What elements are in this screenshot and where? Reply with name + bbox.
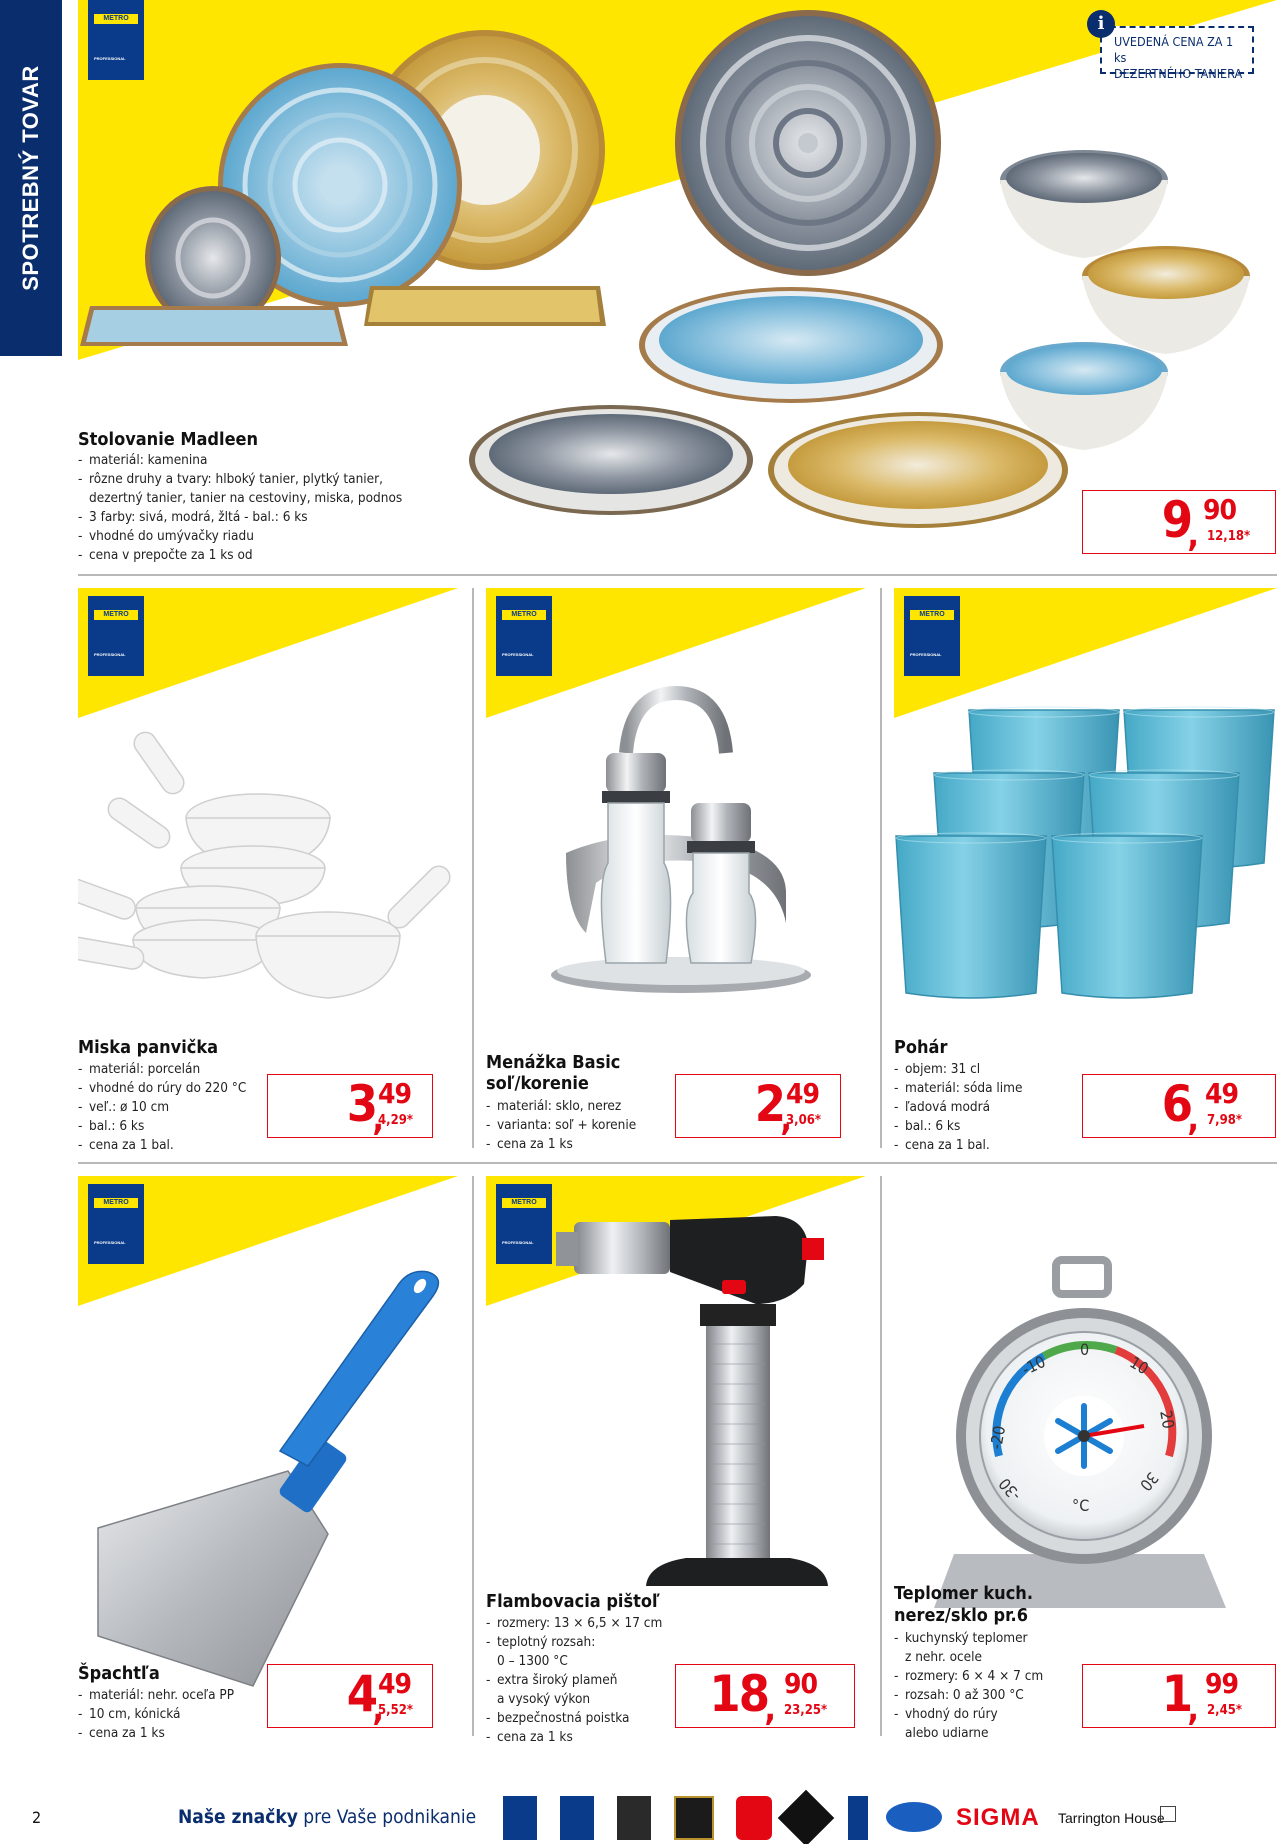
bowl-yellow xyxy=(1082,246,1250,354)
madleen-tableware-image xyxy=(78,10,1277,470)
price-tag: 6 , 49 7,98* xyxy=(1082,1074,1276,1138)
miska-panvicka-image xyxy=(78,708,458,1008)
golden-line-logo xyxy=(674,1796,714,1840)
price-tag: 18 , 90 23,25* xyxy=(675,1664,855,1728)
price-tag: 3 , 49 4,29* xyxy=(267,1074,433,1138)
row-divider xyxy=(78,574,1277,576)
price-tag: 4 , 49 5,52* xyxy=(267,1664,433,1728)
pasta-plate-yellow xyxy=(768,412,1068,528)
product-title-line1: Menážka Basic xyxy=(486,1052,621,1073)
page-number: 2 xyxy=(32,1808,42,1827)
price-note xyxy=(1100,26,1254,81)
column-divider xyxy=(472,1176,474,1736)
product-description: - materiál: sklo, nerez - varianta: soľ + korenie - cena za 1 ks xyxy=(486,1097,636,1154)
product-description: - rozmery: 13 × 6,5 × 17 cm - teplotný rozsah: 0 – 1300 °C - extra široký plameň a vysoký výkon - bezpečnostná poistka - cena za 1 ks xyxy=(486,1614,662,1747)
plate-grey-large xyxy=(675,10,941,276)
tray-yellow xyxy=(364,286,606,326)
metro-professional-logo: METRO PROFESSIONAL xyxy=(496,1184,552,1264)
product-description: - materiál: nehr. oceľa PP - 10 cm, kónická - cena za 1 ks xyxy=(78,1686,234,1743)
price-note-line2: DEZERTNÉHO TANIERA xyxy=(1114,66,1243,81)
product-title: Stolovanie Madleen xyxy=(78,429,259,450)
price-note-line1: UVEDENÁ CENA ZA 1 ks xyxy=(1114,34,1234,65)
product-title: Miska panvička xyxy=(78,1037,219,1058)
product-description: - materiál: porcelán - vhodné do rúry do 220 °C - veľ.: ø 10 cm - bal.: 6 ks - cena za 1 bal. xyxy=(78,1060,246,1155)
product-title: Flambovacia pištoľ xyxy=(486,1591,660,1612)
spatula-image xyxy=(78,1266,458,1686)
pasta-plate-blue xyxy=(639,287,943,403)
category-tab xyxy=(0,0,62,356)
frux-logo xyxy=(848,1796,868,1840)
metro-professional-logo: METRO PROFESSIONAL xyxy=(904,596,960,676)
h-line-logo xyxy=(778,1790,835,1844)
price-tag: 2 , 49 3,06* xyxy=(675,1074,841,1138)
pasta-plate-grey xyxy=(469,405,753,515)
column-divider xyxy=(880,1176,882,1736)
footer-slogan: Naše značky pre Vaše podnikanie xyxy=(178,1806,477,1828)
metro-professional-logo: METRO PROFESSIONAL xyxy=(88,0,144,80)
category-label: SPOTREBNÝ TOVAR xyxy=(18,65,43,291)
menazka-image xyxy=(486,683,866,1013)
product-title: Špachtľa xyxy=(78,1663,160,1684)
price-tag: 9 , 90 12,18* xyxy=(1082,490,1276,554)
torch-image xyxy=(486,1214,866,1614)
product-title-line2: soľ/korenie xyxy=(486,1073,589,1094)
metro-professional-logo: METRO PROFESSIONAL xyxy=(88,1184,144,1264)
metro-professional-logo: METRO PROFESSIONAL xyxy=(88,596,144,676)
product-description: - objem: 31 cl - materiál: sóda lime - ľadová modrá - bal.: 6 ks - cena za 1 bal. xyxy=(894,1060,1022,1155)
metro-premium-logo xyxy=(617,1796,651,1840)
aro-logo xyxy=(886,1802,942,1832)
metro-chef-logo xyxy=(503,1796,537,1840)
column-divider xyxy=(472,588,474,1148)
tarrington-icon xyxy=(1160,1806,1176,1822)
tarrington-house-logo: Tarrington House xyxy=(1058,1810,1165,1826)
sigma-logo: SIGMA xyxy=(956,1804,1040,1831)
info-icon: i xyxy=(1087,10,1115,38)
thermometer-scale: -10 0 10 20 30 -20 -30 °C xyxy=(986,1340,1179,1515)
metro-professional-footer-logo xyxy=(560,1796,594,1840)
metro-professional-logo: METRO PROFESSIONAL xyxy=(496,596,552,676)
product-description: - kuchynský teplomer z nehr. ocele - rozmery: 6 × 4 × 7 cm - rozsah: 0 až 300 °C - vhodný do rúry alebo udiarne xyxy=(894,1629,1043,1743)
row-divider xyxy=(78,1162,1277,1164)
column-divider xyxy=(880,588,882,1148)
tray-blue xyxy=(80,306,348,346)
product-title-line1: Teplomer kuch. xyxy=(894,1583,1033,1604)
product-title-line2: nerez/sklo pr.6 xyxy=(894,1605,1028,1626)
product-title: Pohár xyxy=(894,1037,948,1058)
fine-life-logo xyxy=(736,1796,772,1840)
pohar-glasses-image xyxy=(894,708,1277,1058)
price-tag: 1 , 99 2,45* xyxy=(1082,1664,1276,1728)
bowl-grey xyxy=(1000,150,1168,258)
product-description: - materiál: kamenina - rôzne druhy a tvary: hlboký tanier, plytký tanier, dezertný tanier, tanier na cestoviny, miska, podnos - 3 farby: sivá, modrá, žltá - bal.: 6 ks - vhodné do umývačky riadu - cena v prepočte za 1 ks od xyxy=(78,451,402,565)
